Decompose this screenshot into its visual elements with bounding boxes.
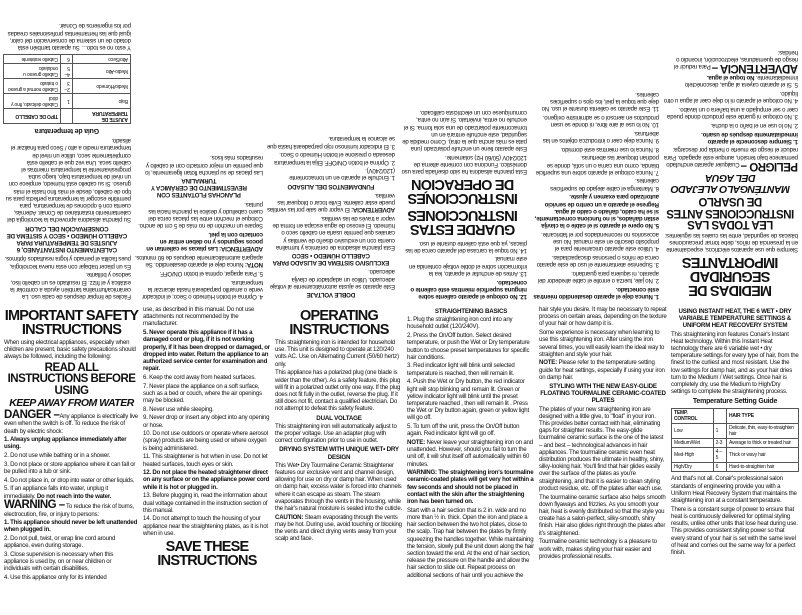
paragraph xyxy=(143,406,271,413)
paragraph xyxy=(539,406,667,492)
heading: INSTRUCCIONES DE OPERACIÓN xyxy=(408,176,518,207)
paragraph xyxy=(3,137,131,223)
bold-text: 5. No opere el aparato si el cable o la clavija están dañados, si no funciona correctamente, si se ha caído, dañado o caído al agua. Regrese el aparato a un centro de servicio autorizado para examen y ajuste. xyxy=(535,193,659,230)
paragraph xyxy=(4,339,139,361)
text: 4. Use this appliance only for its intended xyxy=(4,574,107,582)
paragraph xyxy=(4,461,139,475)
text: Steam evaporating through the vents may be hot. During use, avoid touching or blocking the vents and direct drying vents away from your scalp and face. xyxy=(275,513,402,543)
paragraph xyxy=(407,316,535,330)
paragraph xyxy=(275,369,403,412)
text: 5. To turn off the unit, press the On/Off button again. Red indicator light will go off. xyxy=(407,423,520,438)
text: This straightening iron is intended for household use. This unit is designed to operate at 120/240 volts AC. Use on Alternating Current (50/60 hertz) only. xyxy=(275,339,399,368)
paragraph xyxy=(539,494,667,537)
bold-text: 5. Never operate this appliance if it has a damaged cord or plug, if it is not working properly, if it has been dropped or damaged, or dropped into water. Return the appliance to an authorized service center for examination and repair. xyxy=(143,329,270,373)
paragraph xyxy=(4,574,139,581)
heading: KEEP AWAY FROM WATER xyxy=(9,397,134,410)
table-cell: 4–5 xyxy=(61,64,73,79)
heading: READ ALL INSTRUCTIONS BEFORE USING xyxy=(7,361,136,397)
text: Tourmaline ceramic technology is a pleasure to work with, makes styling your hair easier and provides professional results. xyxy=(539,538,657,560)
paragraph xyxy=(143,492,271,514)
bold-text: NOTA: xyxy=(245,261,263,269)
table-row xyxy=(4,55,131,64)
table-cell: Average to thick or treated hair xyxy=(726,439,798,448)
text-column xyxy=(399,108,527,300)
paragraph xyxy=(143,383,271,405)
table-header-row xyxy=(4,109,131,124)
warning-paragraph xyxy=(663,49,798,73)
paragraph xyxy=(531,193,659,229)
table-cell: Alto/Seco xyxy=(72,55,130,64)
paragraph xyxy=(3,22,131,51)
text: Siempre que use aparatos eléctricos, especialmente en la presencia de niños, debe tomar precauciones básicas de seguridad, entre las cuales las siguientes: xyxy=(664,231,798,253)
temperature-guide-table xyxy=(3,54,131,124)
text: 2. Press the On/Off button. Select desired temperature, or push the Wet or Dry temperature button to choose preset temperatures for specific hair conditions. xyxy=(407,332,530,361)
paragraph xyxy=(143,469,271,491)
text: Este aparato se ajusta automáticamente al voltaje adecuado. Utilice un adaptador de clavija adecuado. xyxy=(269,268,395,290)
text: 4. Push the Wet or Dry button, the red indicator light will stop blinking and remain lit. Green or yellow indicator light will blink until the preset temperature reached , then will remain lit . Press the Wet or Dry button again, green or yellow light will go off. xyxy=(407,378,529,422)
temperature-guide-table xyxy=(671,408,799,472)
table-cell: Cabello delicado, fino y dócil xyxy=(4,94,61,109)
paragraph xyxy=(399,154,527,176)
bold-text: Do not reach into the water. xyxy=(35,492,112,500)
paragraph xyxy=(531,254,659,268)
paragraph xyxy=(539,538,667,560)
paragraph xyxy=(135,154,263,176)
paragraph xyxy=(671,475,799,504)
table-cell: 2–3 xyxy=(61,79,73,94)
bold-text: CAUTION: xyxy=(275,513,304,521)
bold-text: 12. No coloque el aparato caliente sobre ninguna superficie mientras esté caliente o conectado. xyxy=(410,278,527,300)
table-row xyxy=(4,64,131,79)
paragraph xyxy=(275,423,403,445)
paragraph xyxy=(143,430,271,452)
text: 3. No coloque ni guarde este producto donde pueda caer o ser empujado a una bañera o un lavabo. xyxy=(667,105,798,121)
text-column xyxy=(143,306,271,570)
table-row xyxy=(672,424,799,439)
table-cell: Thick or wavy hair xyxy=(726,448,798,463)
text: To reduce the risk of burns, electrocution, fire, or injury to persons: xyxy=(4,503,134,518)
text: 13. Before plugging in, read the information about dual voltage contained in the instruction section of this manual. xyxy=(143,492,268,514)
text: Start with a hair section that is 2 in. wide and no more than ½ in. thick. Open the iron and place a hair section between the two hot plates, close to the scalp. Trap hair between the plates by firmly squeezing the handles together. While maintaining the tension, slowly pull the unit down along the hair section toward the end. At the end of hair section, release the pressure on the handle and allow the hair section to slide out. Repeat process on additional sections of hair until you achieve the xyxy=(407,506,534,579)
heading: MANTÉNGALO ALEJADO DEL AGUA xyxy=(671,171,790,195)
text: Es un placer trabajar con esta nueva tecnología, pues facilita el peinado y logra resultados óptimos. xyxy=(4,255,131,270)
table-header: TEMP. CONTROL xyxy=(672,409,714,424)
text: 2. No jale, tuerza o enrolle el cable alrededor del aparato, ni siquiera para guardarlo. xyxy=(538,269,659,285)
warning-paragraph xyxy=(4,501,139,517)
text: Este aparato tiene un enchufe polarizado (una pata es más ancha que la otra). Como medida de seguridad, este enchufe entrará en un tomacorriente polarizado de una sola forma. Si el enchufe no entra, inviértalo. Si aún no entra, comuníquese con un electricista calificado. xyxy=(402,109,527,153)
heading: SAVE THESE INSTRUCTIONS xyxy=(157,539,257,570)
paragraph xyxy=(671,331,799,396)
paragraph xyxy=(143,374,271,381)
table-cell: 1 xyxy=(61,94,73,109)
paragraph xyxy=(143,306,271,328)
paragraph xyxy=(663,130,798,144)
text: Las placas de su plancha flotan ligeramente, lo que permite un mejor contacto con el cabello y resultados más lisos. xyxy=(145,154,263,176)
text-column xyxy=(539,306,667,561)
paragraph xyxy=(531,177,659,191)
heading: EXCLUSIVO SISTEMA DE ALISADO PARA CABELLO HÚMEDO • SECO xyxy=(272,251,390,267)
table-header: AJUSTE DE TEMPERATURA xyxy=(72,109,130,124)
paragraph xyxy=(531,145,659,152)
text-column xyxy=(4,306,139,583)
text: 10. Do not use outdoors or operate where aerosol (spray) products are being used or where oxygen is being administered. xyxy=(143,430,268,452)
text: This appliance has a polarized plug (one blade is wider than the other). As a safety feature, this plug will fit in a polarized outlet only one way. If the plug does not fit fully in the outlet, reverse the plug. If it still does not fit, contact a qualified electrician. Do not attempt to defeat this safety feature. xyxy=(275,369,401,413)
heading: PLANCHAS FLOTANTES CON REVESTIMIENTO DE CERÁMICA Y TURMALINA xyxy=(151,176,247,199)
table-cell: Med-High xyxy=(672,448,714,463)
paragraph xyxy=(275,462,403,512)
paragraph xyxy=(135,231,263,253)
paragraph xyxy=(143,414,271,428)
bold-text: No toque el agua. xyxy=(707,74,756,82)
heading: DRYING SYSTEM WITH UNIQUE WET• DRY DESIGN xyxy=(279,446,399,461)
text: 6. Mantenga el cable alejado de superficies calientes. xyxy=(550,177,659,192)
paragraph xyxy=(3,255,131,269)
text-column xyxy=(531,89,659,300)
table-row xyxy=(672,463,799,472)
paragraph xyxy=(4,519,139,533)
text: 9. Nunca deje caer o introduzca objetos en las aberturas. xyxy=(542,129,659,144)
paragraph xyxy=(663,90,798,104)
paragraph xyxy=(135,270,263,277)
text: 4. Do not place in, or drop into water or other liquids. xyxy=(4,476,135,484)
paragraph xyxy=(531,270,659,284)
table-header xyxy=(713,409,726,424)
table-cell: 1 xyxy=(713,424,726,439)
text: 10. No lo use al aire libre, ni donde se usen productos en aerosol o se administre oxígeno. xyxy=(543,113,659,129)
text: 3. Close supervision is necessary when this appliance is used by, on or near children or individuals with certain disabilities. xyxy=(4,551,114,573)
table-header: HAIR TYPE xyxy=(726,409,798,424)
paragraph xyxy=(267,151,395,165)
table-row xyxy=(4,79,131,94)
text: The plates of your new straightening iron are designed with a little give, to "float" in your iron. This provides better contact with hair, eliminating gaps for straighter results. The easy-glide tourmaline ceramic surface is the one of the latest – and best – technological advances in hair appliances. The tourmaline ceramic even heat distribution produces the ultimate in healthy, shiny, silky-looking hair. You'll find that hair glides easily over the surface of the plates as you're straightening, and that it is easier to clean styling product residue, etc. off the plates after each use. xyxy=(539,405,665,492)
bold-text: 1. Siempre desconecte el aparato inmediatamente después de usarlo. xyxy=(701,130,798,145)
paragraph xyxy=(531,91,659,113)
table-cell: Cabello normal a grueso o tratado xyxy=(4,79,61,94)
paragraph xyxy=(4,485,139,499)
text: 8. Never use while sleeping. xyxy=(143,405,214,413)
warning-paragraph xyxy=(4,411,139,435)
text: Esta plancha alisadora ha sido diseñada para uso doméstico. Funciona con corriente alterna de 120/240V (50/60 Hz) solamente. xyxy=(401,153,527,176)
paragraph xyxy=(399,109,527,152)
text: Nunca deje el aparato desatendido. Se apagará automáticamente después de 60 minutos. xyxy=(135,253,263,269)
heading: DOBLE VOLTAJE xyxy=(306,291,356,298)
spanish-section-upside-down xyxy=(0,0,802,302)
heading: STYLING WITH THE NEW EASY-GLIDE FLOATING TOURMALINE CERAMIC-COATED PLATES xyxy=(540,383,666,405)
paragraph xyxy=(407,332,535,361)
text: 7. Never place the appliance on a soft surface, such as a bed or couch, where the air openings may be blocked. xyxy=(143,382,262,404)
text: 11. This straightener is hot when in use. Do not let heated surfaces, touch eyes or skin. xyxy=(143,453,268,468)
text: 3. Red indicator light will blink until selected temperature is reached, then will remain lit. xyxy=(407,362,515,377)
table-cell: Delicate, thin, easy-to-straighten hair xyxy=(726,424,798,439)
text: Please refer to the temperature setting guide for heat settings, especially if using your iron on damp hair. xyxy=(539,359,665,381)
text: 13. Antes de enchufar el aparato, lea la información sobre el doble voltaje contenida en este manual. xyxy=(409,255,527,277)
warning-label: DANGER – xyxy=(4,409,60,422)
table-header-row xyxy=(672,409,799,424)
paragraph xyxy=(407,362,535,376)
warning-paragraph xyxy=(663,146,798,170)
text-column xyxy=(267,134,395,300)
text: 5. Si el aparato cayera al agua, desconéctelo inmediatamente. xyxy=(685,74,798,89)
table-title: Guía de temperatura xyxy=(34,127,100,135)
text: hair style you desire. It may be necessary to repeat process on certain areas, depending on the texture of your hair or how damp it is. xyxy=(539,306,667,328)
text: 3. Do not place or store appliance where it can fall or be pulled into a tub or sink. xyxy=(4,460,136,476)
paragraph xyxy=(3,271,131,300)
bold-text: ADVERTENCIA: Las placas se calientan en pocos segundos y no deben entrar en contacto con la piel. xyxy=(146,230,263,253)
paragraph xyxy=(143,515,271,537)
text: Cualquier aparato enchufado permanece bajo tensión, aunque esté apagado. Para reducir el riesgo de muerte o herida por descarga: xyxy=(664,146,798,168)
text: 14. Do not attempt to touch the housing of your appliance near the straightening plates, as it is hot when in use. xyxy=(143,515,268,537)
paragraph xyxy=(143,453,271,467)
table-cell: Bajo xyxy=(72,94,130,109)
table-cell: 4 –5 xyxy=(713,448,726,463)
paragraph xyxy=(275,514,403,543)
text: 2. No lo use en el baño o la ducha. xyxy=(710,121,798,129)
text: This straightening iron will automatically adjust to the proper voltage. Use an adapter plug with correct configuration prior to use in outlet. xyxy=(275,422,397,445)
text: Esta plancha alisadora de cerámica y turmalina cuenta con un exclusivo diseño de ventilas y canales que permite usarla en cabello seco o húmedo. El exceso de agua escapa en forma de vapor a través de las ventilas. xyxy=(272,214,395,251)
text: 3. Supervise atentamente el uso de este aparato cerca de niños o personas discapacitadas. xyxy=(536,253,659,269)
table-cell: 6 xyxy=(61,55,73,64)
text: This straightening iron features Conair's Instant Heat technology. Within this Instant Heat technology there are 6 variable wet • dry temperature settings for every type of hair, from the finest to the curliest and most resistant. Use the low settings for damp hair, and as your hair dries turn to the Medium / Wet settings. Once hair is completely dry, use the Medium to High/Dry settings to complete the straightening process. xyxy=(671,330,799,396)
paragraph xyxy=(275,339,403,368)
text: 11. Este aparato se calienta durante el uso. No deje que toque la piel, los ojos o superficies calientes. xyxy=(541,90,659,113)
bold-text: ADVERTENCIA: xyxy=(351,206,395,214)
text: 6. Keep the cord away from heated surfaces. xyxy=(143,373,256,381)
text: 7. Nunca coloque el aparato sobre una superficie blanda, como una cama o un sofá, donde se podrían bloquear las aberturas. xyxy=(535,154,659,176)
bold-text: 1. This appliance should never be left unattended when plugged in. xyxy=(4,519,138,534)
paragraph xyxy=(663,106,798,120)
paragraph xyxy=(4,551,139,573)
bold-text: 12. Do not place the heated straightener direct on any surface or on the appliance power cord while it is hot or plugged in. xyxy=(143,469,270,491)
bold-text: 1. Always unplug appliance immediately after using. xyxy=(4,436,127,451)
text: 5. Para apagar, oprima el botón ON/OFF. xyxy=(159,269,263,277)
paragraph xyxy=(267,135,395,149)
table-cell: High/Dry xyxy=(672,463,714,472)
paragraph xyxy=(531,286,659,300)
bold-text: NOTE: xyxy=(539,359,557,367)
table-header: TIPO DE CABELLO xyxy=(4,109,61,124)
paragraph xyxy=(539,306,667,328)
text: 2. Do not use while bathing or in a shower. xyxy=(4,452,111,460)
heading: STRAIGHTENING BASICS xyxy=(434,308,508,315)
bold-text: NOTE: xyxy=(407,438,425,446)
paragraph xyxy=(407,507,535,579)
table-header xyxy=(61,109,73,124)
text: Para reducir el riesgo de quemaduras, electrocución, incendio o heridas: xyxy=(674,49,798,71)
text: The tourmaline ceramic surface also helps smooth down flyaways and frizzies. As you smooth your hair, heat is evenly distributed so that the style you create has a salon-perfect, silky-smooth, shiny finish. Hair also glides right through the plates after it's straightened. xyxy=(539,493,666,537)
heading: LEA TODAS LAS INSTRUCCIONES ANTES DE USARLO xyxy=(666,195,795,231)
paragraph xyxy=(267,192,395,214)
table-cell: Hard-to-straighten hair xyxy=(726,463,798,472)
paragraph xyxy=(135,278,263,300)
paragraph xyxy=(407,423,535,437)
heading: USING INSTANT HEAT, THE 6 WET • DRY VARIABLE TEMPERATURE SETTINGS & UNIFORM HEAT RECOVERY SYSTEM xyxy=(678,308,792,330)
paragraph xyxy=(267,215,395,251)
text: Su plancha alisadora aprovecha la tecnología del calentamiento instantáneo de Conair. Además, cuenta con 6 opciones de temperatura, para permitirle escoger la temperatura perfecta para su tipo de cabello, desde el más fino hasta el más grueso. Si su cabello está húmedo, empiece con un nivel de temperatura bajo, luego suba progresivamente la temperatura mientras el cabello seca. Una vez que el cabello está completamente seco, utilice un nivel de temperatura medio a alto / Seco para finalizar el alisado. xyxy=(5,137,131,224)
paragraph xyxy=(399,255,527,277)
text: This Wet• Dry Tourmaline Ceramic Straightener features our exclusive vent and channel design, allowing for use on dry or damp hair. When used on damp hair, excess water is forced into channels where it can escape as steam. The steam evaporates through the vents in the housing, while the hair's natural moisture is sealed into the cuticle. xyxy=(275,461,403,512)
text-column xyxy=(407,306,535,580)
paragraph xyxy=(267,167,395,181)
text: Never leave your straightening iron on and unattended. However, should you fail to turn the unit off, it will shut itself off automatically within 60 minutes. xyxy=(407,438,533,468)
paragraph xyxy=(267,268,395,290)
text: 3. El indicador luminoso rojo parpadeará hasta que se alcance la temperatura. xyxy=(267,135,395,150)
text-column xyxy=(671,306,799,558)
paragraph xyxy=(531,114,659,128)
heading: GUARDE ESTAS INSTRUCCIONES xyxy=(408,207,518,238)
text: Y esto no es todo… Su aparato también está dotado de un sistema de conservación del calor, igual que las herramientas profesionales creadas por los ingenieros de Conair. xyxy=(7,22,131,52)
text: When using electrical appliances, especially when children are present, basic safety precautions should always be followed, including the following: xyxy=(4,339,136,361)
table-row xyxy=(4,94,131,109)
text-column xyxy=(663,47,798,300)
text: 2. Oprima el botón ON/OFF. Elija la temperatura deseada o presione el botón Húmedo o Seco. xyxy=(274,151,395,166)
paragraph xyxy=(531,154,659,176)
text: 4. Utilice este aparato únicamente para el propósito descrito en este manual. No use accesorios no recomendados por el fabricante. xyxy=(541,230,659,253)
heading: FUNDAMENTOS DEL ALISADO xyxy=(287,182,375,190)
heading: OPERATING INSTRUCTIONS xyxy=(289,308,389,338)
text: 4. No coloque el aparato ni lo deje caer al agua u otro líquido. xyxy=(664,90,798,105)
english-section xyxy=(0,304,802,606)
paragraph xyxy=(671,506,799,556)
text: 9. Never drop or insert any object into any opening or hose. xyxy=(143,414,270,429)
text-column xyxy=(3,21,131,300)
text: Fáciles de limpiar después de cada uso. La cerámica/turmalina también ayuda a controlar la estática y el frizz. El resultado es un cabello liso, sedoso y brillante. xyxy=(10,271,131,300)
table-cell: Low xyxy=(672,424,714,439)
bold-text: 1. Nunca deje el aparato desatendido mientras esté conectado. xyxy=(533,285,659,300)
text: 2. Do not pull, twist, or wrap line cord around appliance, even during storage. xyxy=(4,535,116,550)
text: 5. If an appliance falls into water, unplug it immediately. xyxy=(4,485,108,500)
text: Any appliance is electrically live even when the switch is off. To reduce the risk of death by electric shock: xyxy=(4,413,138,435)
text: There is a constant surge of power to ensure that heat is continuously delivered for optimal styling results, unlike other units that lose heat during use. This provides consistent styling power so that every strand of your hair is set with the same level of heat and comes out the same way for a perfect finish. xyxy=(671,505,798,556)
paragraph xyxy=(663,231,798,253)
heading: MEDIDAS DE SEGURIDAD IMPORTANTES xyxy=(682,254,779,298)
heading: DUAL VOLTAGE xyxy=(316,414,362,422)
paragraph xyxy=(135,200,263,229)
text: El vapor que sale por las ventilas puede estar caliente. Evite tocar o bloquear las ventilas. xyxy=(267,191,395,214)
text-column xyxy=(135,153,263,300)
paragraph xyxy=(531,130,659,144)
paragraph xyxy=(4,535,139,549)
paragraph xyxy=(539,359,667,381)
paragraph xyxy=(135,254,263,268)
table-title: Temperature Setting Guide xyxy=(692,398,778,406)
text: Some experience is necessary when learning to use this straightening iron. After using the iron several times, you will easily learn the ideal way to straighten and style your hair. xyxy=(539,329,665,358)
paragraph xyxy=(531,231,659,253)
heading: CALENTAMIENTO INSTANTÁNEO, 6 AJUSTES DE TEMPERATURA PARA CABELLO HÚMEDO • SECO Y SISTEMA DE CONSERVACIÓN DEL CALOR xyxy=(6,224,128,254)
table-cell: Cabello grueso u ondulado xyxy=(4,64,61,79)
warning-label: ADVERTENCIA – xyxy=(712,62,798,75)
paragraph xyxy=(399,239,527,253)
paragraph xyxy=(407,469,535,505)
text: 14. No toque la carcasa del aparato cerca de las placas, ya que está caliente durante el uso. xyxy=(405,239,527,254)
text: 4. Oprima el botón Húmedo o Seco; el indicador verde o amarillo parpadeará hasta alcanzar la temperatura. xyxy=(142,278,263,300)
text: Separe un mechón de no más de 5 cm de ancho. Coloque el mechón entre las placas cerca del cuero cabelludo y deslice la plancha hacia las puntas. xyxy=(138,200,263,230)
table-cell: Cabello resistente xyxy=(4,55,61,64)
paragraph xyxy=(4,436,139,450)
table-cell: 6 xyxy=(713,463,726,472)
table-cell: Medium/Wet xyxy=(672,439,714,448)
paragraph xyxy=(399,278,527,300)
table-row xyxy=(672,448,799,463)
text-column xyxy=(275,306,403,544)
paragraph xyxy=(663,74,798,88)
text: 1. Plug the straightening iron cord into any household outlet (120/240V). xyxy=(407,316,513,331)
table-cell: Medio/Húmedo xyxy=(72,79,130,94)
text: And that's not all. Conair's professional salon standards of engineering provide you with a Uniform Heat Recovery System that maintains the straightening iron at a constant temperature. xyxy=(671,475,797,505)
paragraph xyxy=(4,452,139,459)
heading: IMPORTANT SAFETY INSTRUCTIONS xyxy=(4,308,139,338)
paragraph xyxy=(663,122,798,129)
text: 1. Enchufe el aparato en un tomacorriente (120/240V). xyxy=(289,167,395,182)
paragraph xyxy=(407,378,535,421)
bold-text: WARNING: The straightening iron's tourmaline ceramic-coated plates will get very hot within a few seconds and should not be placed in contact with the skin after the straightening iron has been turned on. xyxy=(407,469,534,506)
table-cell: 2-3 xyxy=(713,439,726,448)
paragraph xyxy=(143,329,271,372)
warning-label: PELIGRO – xyxy=(741,159,798,172)
warning-label: WARNING – xyxy=(4,499,65,512)
table-row xyxy=(672,439,799,448)
text: use, as described in this manual. Do not use attachments not recommended by the manufacturer. xyxy=(143,306,255,328)
paragraph xyxy=(407,439,535,468)
table-cell: Medio-Alto xyxy=(72,64,130,79)
paragraph xyxy=(4,477,139,484)
text: 8. Nunca lo use mientras esté dormido. xyxy=(560,145,659,153)
paragraph xyxy=(539,329,667,358)
